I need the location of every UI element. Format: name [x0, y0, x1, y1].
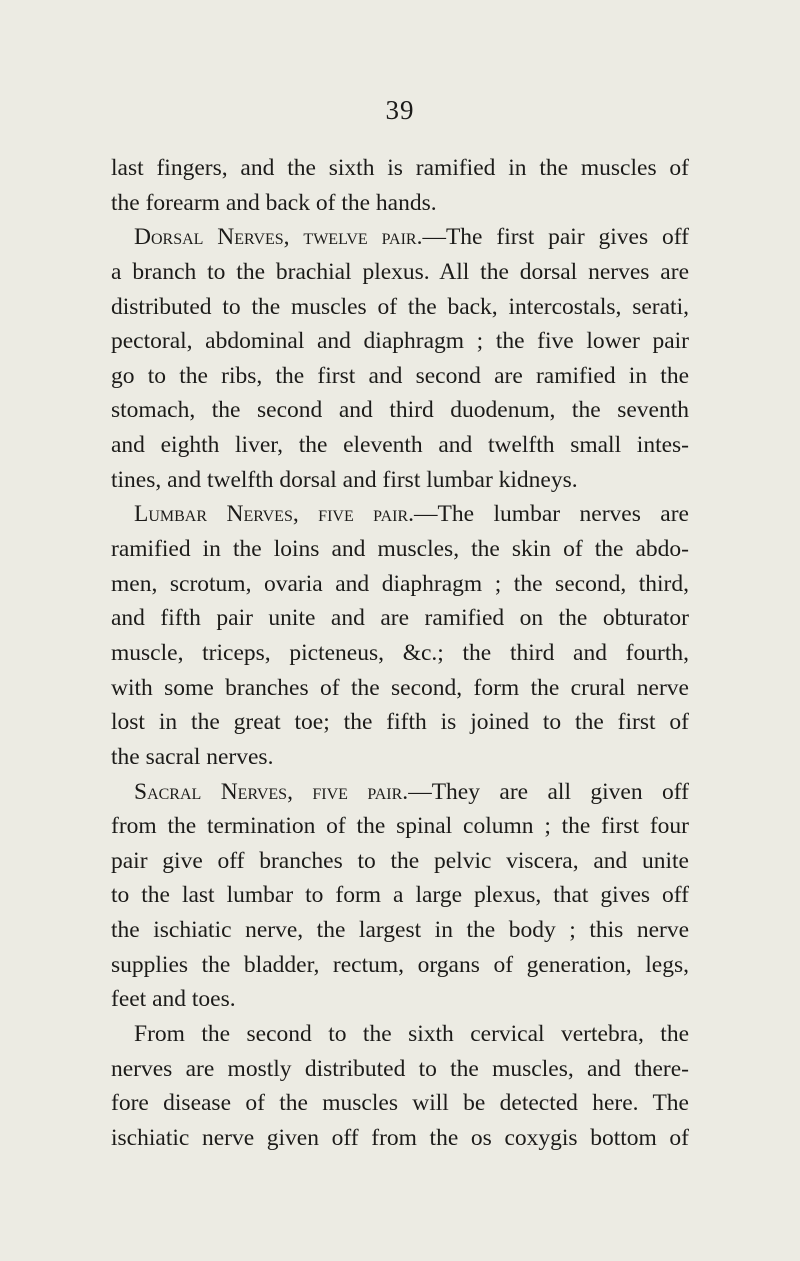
text-line [111, 359, 689, 394]
text-line [111, 290, 689, 325]
line-text: the sacral nerves. [111, 743, 274, 770]
text-line [111, 324, 689, 359]
line-text: go to the ribs, the first and second are ramified in the [111, 362, 689, 389]
text-line [111, 601, 689, 636]
text-line [111, 567, 689, 602]
line-text: tines, and twelfth dorsal and first lumbar kidneys. [111, 466, 578, 493]
line-text: to the last lumbar to form a large plexus, that gives off [111, 882, 689, 909]
line-text: with some branches of the second, form the crural nerve [111, 674, 689, 701]
text-line [111, 220, 689, 255]
text-line [111, 463, 689, 498]
text-line [111, 151, 689, 186]
text-line [111, 1017, 689, 1052]
text-line [111, 428, 689, 463]
line-text: a branch to the brachial plexus. All the dorsal nerves are [111, 258, 689, 285]
line-text: feet and toes. [111, 986, 236, 1013]
line-text: stomach, the second and third duodenum, the seventh [111, 397, 689, 424]
page-number: 39 [385, 95, 415, 125]
text-line [111, 255, 689, 290]
text-line [111, 186, 689, 221]
text-line [111, 1052, 689, 1087]
text-line [111, 844, 689, 879]
line-text: ischiatic nerve given off from the os coxygis bottom of [111, 1124, 689, 1151]
text-line [111, 809, 689, 844]
text-line [111, 982, 689, 1017]
text-line [111, 878, 689, 913]
section-heading: Dorsal Nerves, twelve pair. [134, 224, 423, 251]
line-text: from the termination of the spinal column ; the first four [111, 813, 689, 840]
text-line [111, 532, 689, 567]
line-text: and fifth pair unite and are ramified on the obturator [111, 605, 689, 632]
line-text: —The first pair gives off [422, 224, 689, 251]
line-text: the forearm and back of the hands. [111, 189, 437, 216]
line-text: From the second to the sixth cervical vertebra, the [134, 1021, 689, 1048]
text-line [111, 740, 689, 775]
body-text [111, 151, 689, 1156]
line-text: and eighth liver, the eleventh and twelfth small intes- [111, 432, 689, 459]
text-line [111, 497, 689, 532]
line-text: pair give off branches to the pelvic viscera, and unite [111, 847, 689, 874]
line-text: supplies the bladder, rectum, organs of generation, legs, [111, 951, 689, 978]
text-line [111, 948, 689, 983]
line-text: —They are all given off [408, 778, 689, 805]
text-line [111, 1121, 689, 1156]
line-text: pectoral, abdominal and diaphragm ; the five lower pair [111, 328, 689, 355]
text-line [111, 705, 689, 740]
line-text: distributed to the muscles of the back, intercostals, serati, [111, 293, 689, 320]
line-text: ramified in the loins and muscles, the skin of the abdo- [111, 536, 689, 563]
text-line [111, 1086, 689, 1121]
text-line [111, 775, 689, 810]
line-text: —The lumbar nerves are [414, 501, 689, 528]
line-text: lost in the great toe; the fifth is joined to the first of [111, 709, 689, 736]
text-line [111, 671, 689, 706]
line-text: nerves are mostly distributed to the muscles, and there- [111, 1055, 689, 1082]
line-text: muscle, triceps, picteneus, &c.; the third and fourth, [111, 639, 689, 666]
section-heading: Lumbar Nerves, five pair. [134, 501, 415, 528]
line-text: the ischiatic nerve, the largest in the body ; this nerve [111, 917, 689, 944]
text-line [111, 393, 689, 428]
text-line [111, 636, 689, 671]
line-text: last fingers, and the sixth is ramified in the muscles of [111, 155, 689, 181]
line-text: fore disease of the muscles will be detected here. The [111, 1090, 689, 1117]
section-heading: Sacral Nerves, five pair. [134, 778, 409, 805]
text-line [111, 913, 689, 948]
line-text: men, scrotum, ovaria and diaphragm ; the second, third, [111, 570, 689, 597]
